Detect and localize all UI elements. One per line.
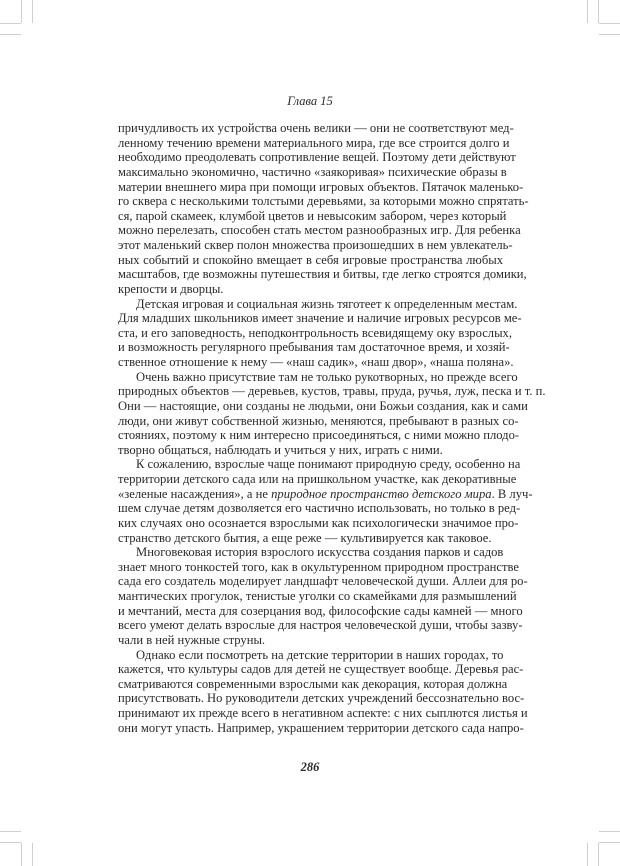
- text-line: [118, 574, 528, 589]
- text-line: [118, 121, 514, 136]
- text-line-content: мантических прогулок, тенистые уголки со скамейками для размышлений: [118, 589, 517, 603]
- text-line-content: ких случаях оно осознается взрослыми как психологически значимое про-: [118, 515, 519, 530]
- text-line: [118, 340, 510, 355]
- text-line: [118, 706, 528, 721]
- text-line: [118, 662, 524, 677]
- text-line: [118, 443, 503, 458]
- text-line: [118, 238, 513, 253]
- crop-mark: [599, 34, 620, 35]
- text-line: [118, 648, 503, 663]
- text-line-content: масштабов, где возможны путешествия и битвы, где легко строятся домики,: [118, 267, 527, 282]
- text-line-content: Детская игровая и социальная жизнь тяготеет к определенным местам.: [136, 296, 518, 311]
- text-line: [118, 179, 524, 195]
- text-line: [118, 720, 524, 736]
- text-line: [118, 282, 503, 297]
- text-line-content: шем случае детям дозволяется его частично использовать, но только в ред-: [118, 501, 521, 516]
- text-line-content: всего умеют делать взрослые для настроя человеческой души, чтобы зазву-: [118, 618, 523, 633]
- text-line-content: принимают их прежде всего в негативном аспекте: с них сыплются листья и: [118, 706, 528, 720]
- crop-mark: [599, 831, 620, 832]
- text-line-content: Для младших школьников имеет значение и наличие игровых ресурсов ме-: [118, 311, 522, 326]
- text-line-content: знает много тонкостей того, как в окультуренном природном пространстве: [118, 559, 519, 574]
- text-line: [118, 515, 519, 531]
- text-line-content: природных объектов — деревьев, кустов, травы, пруда, ручья, луж, песка и т. п.: [118, 384, 546, 399]
- text-line: [118, 150, 516, 165]
- text-line: [118, 472, 517, 487]
- crop-mark: [598, 843, 599, 866]
- text-line: [118, 531, 503, 546]
- text-line-content: крепости и дворцы.: [118, 281, 224, 296]
- crop-mark: [0, 831, 21, 832]
- text-line-content: и мечтаний, места для созерцания вод, философские сады камней — много: [118, 603, 523, 618]
- text-line: [118, 369, 518, 385]
- crop-mark: [598, 0, 599, 23]
- text-line: [118, 486, 533, 502]
- text-line-content: максимально экономично, частично «заякоривая» психические образы в: [118, 164, 507, 179]
- text-line-content: К сожалению, взрослые чаще понимают природную среду, особенно на: [136, 457, 521, 472]
- text-line: [118, 428, 520, 443]
- crop-mark: [32, 0, 33, 23]
- crop-mark: [0, 34, 21, 35]
- crop-mark: [21, 843, 22, 866]
- crop-mark: [0, 842, 21, 843]
- page-number: 286: [300, 760, 320, 774]
- text-line-content: . В луч-: [491, 486, 533, 501]
- text-line: [118, 384, 546, 399]
- text-line: [118, 457, 521, 472]
- text-line-content: Они — настоящие, они созданы не людьми, они Божьи создания, как и сами: [118, 398, 528, 413]
- text-line: [118, 501, 521, 516]
- body-text: [118, 121, 546, 735]
- text-line: [118, 325, 512, 341]
- italic-emphasis: природное пространство детского мира: [271, 486, 492, 501]
- text-line: [118, 545, 503, 560]
- text-line-content: сада его создатель моделирует ландшафт человеческой души. Аллеи для ро-: [118, 574, 528, 589]
- text-line: [118, 135, 510, 151]
- crop-mark: [0, 23, 21, 24]
- text-line-content: ся, парой скамеек, клумбой цветов и невысоким забором, через который: [118, 208, 507, 223]
- text-line-content: го сквера с несколькими толстыми деревьями, за которыми можно спрятать-: [118, 194, 529, 209]
- text-line-content: странство детского бытия, а еще реже — культивируется как таковое.: [118, 530, 492, 545]
- crop-mark: [32, 843, 33, 866]
- text-line: [118, 296, 518, 312]
- text-line: [118, 311, 522, 326]
- text-line: [118, 676, 508, 692]
- text-line: [118, 355, 514, 370]
- text-line-content: «зеленые насаждения», а не: [118, 486, 272, 501]
- text-line: [118, 589, 517, 604]
- text-line-content: и возможность регулярного пребывания там достаточное время, и хозяй-: [118, 340, 510, 355]
- text-line-content: ных событий и спокойно вмещает в себя игровые пространства любых: [118, 252, 503, 267]
- text-line-content: Многовековая история взрослого искусства создания парков и садов: [136, 545, 504, 560]
- crop-mark: [21, 0, 22, 23]
- text-line-content: Очень важно присутствие там не только рукотворных, но прежде всего: [136, 369, 518, 384]
- text-line: [118, 413, 519, 429]
- text-line: [118, 603, 523, 619]
- text-line-content: кажется, что культуры садов для детей не существует вообще. Деревья рас-: [118, 662, 524, 677]
- text-line: [118, 559, 519, 575]
- text-line-content: присутствовать. Но руководители детских учреждений бессознательно вос-: [118, 691, 525, 706]
- crop-mark: [599, 23, 620, 24]
- text-line: [118, 267, 527, 282]
- text-line-content: Однако если посмотреть на детские территории в наших городах, то: [136, 647, 504, 662]
- text-line-content: стояниях, поэтому к ним интересно присоединяться, с ними можно плодо-: [118, 428, 520, 443]
- text-line-content: можно перелезать, способен стать местом разнообразных игр. Для ребенка: [118, 223, 521, 238]
- running-header: Глава 15: [287, 94, 333, 108]
- crop-mark: [587, 0, 588, 23]
- text-line: [118, 691, 525, 706]
- text-line: [118, 633, 503, 648]
- text-line-content: необходимо преодолевать сопротивление вещей. Поэтому дети действуют: [118, 150, 516, 165]
- text-line: [118, 618, 523, 633]
- text-line-content: причудливость их устройства очень велики — они не соответствуют мед-: [118, 121, 514, 135]
- text-line: [118, 253, 503, 268]
- text-line-content: они могут упасть. Например, украшением территории детского сада напро-: [118, 720, 524, 735]
- text-line-content: ста, и его заповедность, неподконтрольность всевидящему оку взрослых,: [118, 325, 512, 340]
- text-line-content: ственное отношение к нему — «наш садик», «наш двор», «наша поляна».: [118, 355, 514, 369]
- text-line: [118, 164, 507, 180]
- text-line-content: люди, они живут собственной жизнью, меняются, пребывают в разных со-: [118, 413, 519, 428]
- text-line: [118, 194, 529, 209]
- text-line: [118, 208, 507, 224]
- text-line-content: творно общаться, наблюдать и учиться у них, играть с ними.: [118, 442, 443, 457]
- crop-mark: [587, 843, 588, 866]
- text-line: [118, 223, 521, 238]
- text-line-content: чали в ней нужные струны.: [118, 632, 266, 647]
- text-line-content: этот маленький сквер полон множества произошедших в нем увлекатель-: [118, 238, 513, 252]
- text-line-content: территории детского сада или на пришкольном участке, как декоративные: [118, 472, 517, 486]
- crop-mark: [599, 842, 620, 843]
- text-line: [118, 398, 528, 414]
- text-line-content: ленному течению времени материального мира, где все строится долго и: [118, 135, 510, 150]
- text-line-content: материи внешнего мира при помощи игровых объектов. Пятачок маленько-: [118, 179, 524, 194]
- text-line-content: сматриваются современными взрослыми как декорация, которая должна: [118, 676, 508, 691]
